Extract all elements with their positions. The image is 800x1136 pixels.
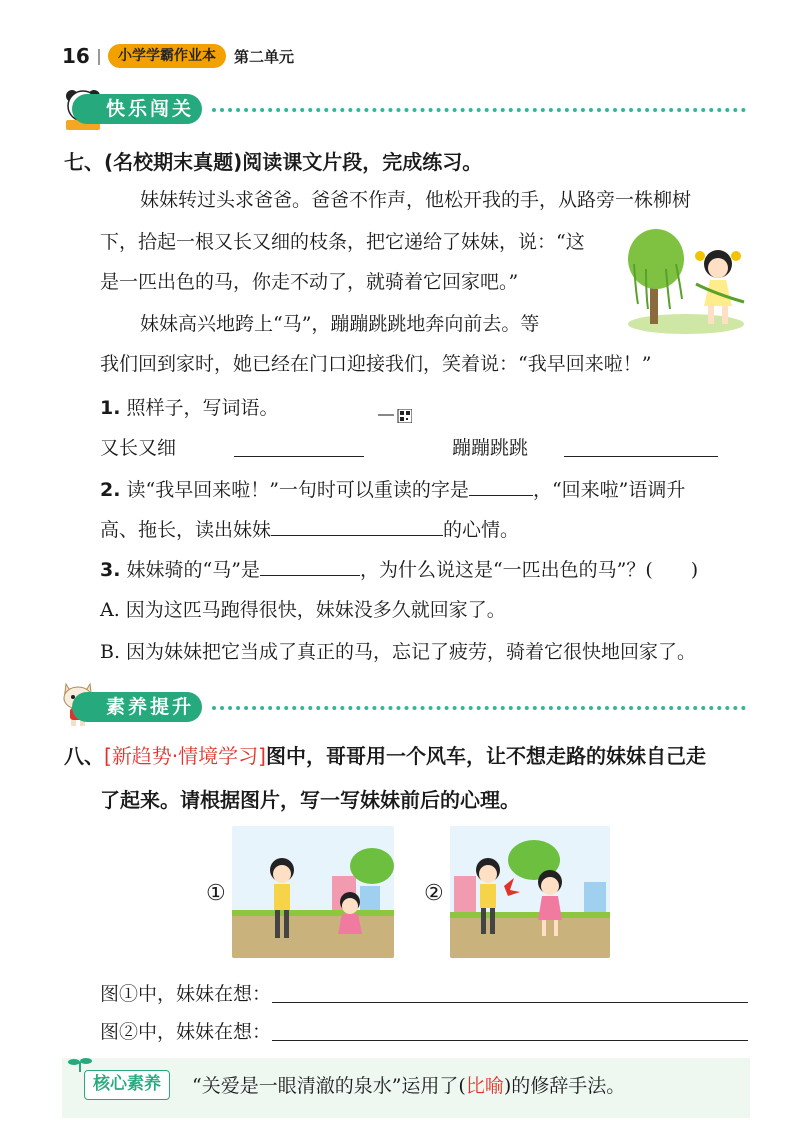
answer-2-label: 图②中，妹妹在想： (100, 1021, 272, 1043)
footer-text-after: )的修辞手法。 (503, 1075, 626, 1097)
answer-1-line[interactable] (272, 1002, 748, 1003)
footer-highlight: 比喻 (465, 1075, 504, 1097)
page-number: 16 (62, 44, 90, 68)
footer-text-before: “关爱是一眼清澈的泉水”运用了( (192, 1075, 466, 1097)
unit-label: 第二单元 (234, 48, 295, 66)
picture-2-boy-and-girl-with-pinwheel (450, 826, 610, 958)
q2-answer-blank-1[interactable] (469, 476, 533, 496)
question-8-line-1 (64, 742, 706, 770)
q2-line-1 (100, 476, 685, 504)
q8-prefix: 八、 (64, 744, 104, 768)
q1-text: 照样子，写词语。 (126, 397, 279, 419)
answer-2-line[interactable] (272, 1040, 748, 1041)
q1-answer-blank-1[interactable] (234, 456, 364, 457)
q2-text-1b: ，“回来啦”语调升 (532, 479, 686, 501)
q3-option-a: A. 因为这匹马跑得很快，妹妹没多久就回家了。 (100, 599, 506, 621)
picture-1-label: ① (206, 881, 226, 906)
book-title-badge: 小学学霸作业本 (108, 44, 226, 68)
q3-number: 3. (100, 559, 121, 581)
picture-1-boy-and-girl (232, 826, 394, 958)
q8-tag-text: 新趋势·情境学习 (111, 744, 259, 768)
passage-line-4: 妹妹高兴地跨上“马”，蹦蹦跳跳地奔向前去。等 (140, 313, 540, 335)
passage-line-2: 下，拾起一根又长又细的枝条，把它递给了妹妹，说：“这 (100, 231, 585, 253)
header-divider (98, 49, 100, 65)
section2-dotted-rule (212, 706, 746, 710)
q3-option-b: B. 因为妹妹把它当成了真正的马，忘记了疲劳，骑着它很快地回家了。 (100, 641, 697, 663)
qr-code-icon (378, 408, 412, 422)
q3-paren-close: ) (690, 559, 699, 581)
picture-2-label: ② (424, 881, 444, 906)
q1-number: 1. (100, 397, 121, 419)
q2-line-2 (100, 516, 519, 544)
q1-example-1: 又长又细 (100, 437, 177, 459)
q2-answer-blank-2[interactable] (271, 516, 443, 536)
q3-text-b: ，为什么说这是“一匹出色的马”？( (359, 559, 653, 581)
passage-line-3: 是一匹出色的马，你走不动了，就骑着它回家吧。” (100, 271, 519, 293)
q2-text-2: 高、拖长，读出妹妹 (100, 519, 272, 541)
q3-line (100, 556, 698, 584)
answer-1-label: 图①中，妹妹在想： (100, 983, 272, 1005)
passage-line-5: 我们回到家时，她已经在门口迎接我们，笑着说：“我早回来啦！” (100, 353, 652, 375)
section1-banner: 快乐闯关 (72, 94, 202, 124)
core-literacy-badge: 核心素养 (84, 1070, 170, 1100)
girl-with-willow-illustration (626, 224, 750, 336)
q2-number: 2. (100, 479, 121, 501)
section2-banner: 素养提升 (72, 692, 202, 722)
section1-dotted-rule (212, 108, 746, 112)
q3-answer-blank[interactable] (260, 556, 360, 576)
q1-answer-blank-2[interactable] (564, 456, 718, 457)
q8-tag: [新趋势·情境学习] (104, 744, 266, 768)
q1-example-2: 蹦蹦跳跳 (452, 437, 529, 459)
q1-prompt (100, 394, 279, 422)
q3-text: 妹妹骑的“马”是 (126, 559, 260, 581)
question-7-title: 七、(名校期末真题)阅读课文片段，完成练习。 (64, 150, 483, 174)
q8-text-1: 图中，哥哥用一个风车，让不想走路的妹妹自己走 (265, 744, 706, 768)
passage-line-1: 妹妹转过头求爸爸。爸爸不作声，他松开我的手，从路旁一株柳树 (140, 189, 692, 211)
footer-note (192, 1072, 625, 1100)
question-8-line-2: 了起来。请根据图片，写一写妹妹前后的心理。 (100, 788, 520, 812)
q2-text-2b: 的心情。 (443, 519, 520, 541)
q2-text-1: 读“我早回来啦！”一句时可以重读的字是 (126, 479, 469, 501)
